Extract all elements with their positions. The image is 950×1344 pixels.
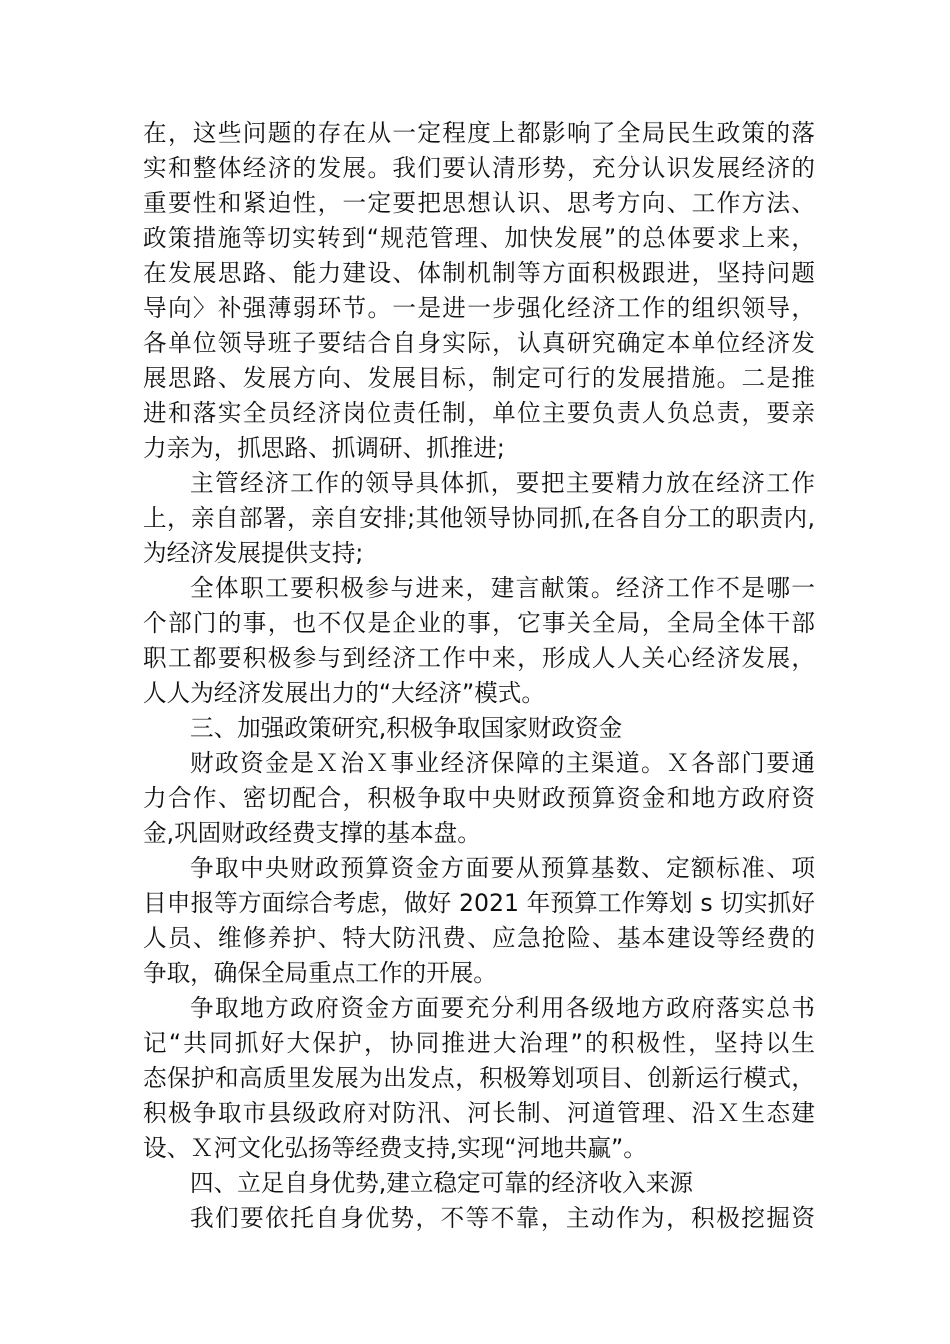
text-line: 目申报等方面综合考虑，做好 2021 年预算工作筹划 s 切实抓好 bbox=[143, 889, 815, 917]
text-line: 为经济发展提供支持; bbox=[143, 539, 364, 567]
text-line: 重要性和紧迫性，一定要把思想认识、思考方向、工作方法、 bbox=[143, 189, 815, 217]
text-line: 全体职工要积极参与进来，建言献策。经济工作不是哪一 bbox=[190, 574, 815, 602]
text-line: 导向〉补强薄弱环节。一是进一步强化经济工作的组织领导， bbox=[143, 294, 815, 322]
text-line: 三、加强政策研究,积极争取国家财政资金 bbox=[190, 714, 623, 742]
text-line: 各单位领导班子要结合自身实际，认真研究确定本单位经济发 bbox=[143, 329, 815, 357]
text-line: 在发展思路、能力建设、体制机制等方面积极跟进，坚持问题 bbox=[143, 259, 815, 287]
text-line: 力亲为，抓思路、抓调研、抓推进; bbox=[143, 434, 505, 462]
text-line: 在，这些问题的存在从一定程度上都影响了全局民生政策的落 bbox=[143, 119, 815, 147]
text-line: 人员、维修养护、特大防汛费、应急抢险、基本建设等经费的 bbox=[143, 924, 815, 952]
text-line: 争取地方政府资金方面要充分利用各级地方政府落实总书 bbox=[190, 994, 815, 1022]
text-line: 职工都要积极参与到经济工作中来，形成人人关心经济发展， bbox=[143, 644, 815, 672]
text-line: 政策措施等切实转到“规范管理、加快发展”的总体要求上来， bbox=[143, 224, 815, 252]
text-line: 人人为经济发展出力的“大经济”模式。 bbox=[143, 679, 545, 707]
text-line: 我们要依托自身优势，不等不靠，主动作为，积极挖掘资 bbox=[190, 1204, 815, 1232]
text-line: 实和整体经济的发展。我们要认清形势，充分认识发展经济的 bbox=[143, 154, 815, 182]
text-line: 记“共同抓好大保护，协同推进大治理”的积极性，坚持以生 bbox=[143, 1029, 815, 1057]
text-line: 力合作、密切配合，积极争取中央财政预算资金和地方政府资 bbox=[143, 784, 815, 812]
text-line: 财政资金是Ｘ治Ｘ事业经济保障的主渠道。Ｘ各部门要通 bbox=[190, 749, 815, 777]
document-body bbox=[143, 116, 815, 1236]
text-line: 态保护和高质里发展为出发点，积极筹划项目、创新运行模式， bbox=[143, 1064, 815, 1092]
text-line: 展思路、发展方向、发展目标，制定可行的发展措施。二是推 bbox=[143, 364, 815, 392]
text-line: 争取中央财政预算资金方面要从预算基数、定额标准、项 bbox=[190, 854, 815, 882]
text-line: 金,巩固财政经费支撑的基本盘。 bbox=[143, 819, 481, 847]
text-line: 积极争取市县级政府对防汛、河长制、河道管理、沿Ｘ生态建 bbox=[143, 1099, 815, 1127]
text-line: 进和落实全员经济岗位责任制，单位主要负责人负总责，要亲 bbox=[143, 399, 815, 427]
text-line: 个部门的事，也不仅是企业的事，它事关全局，全局全体干部 bbox=[143, 609, 815, 637]
text-line: 争取，确保全局重点工作的开展。 bbox=[143, 959, 497, 987]
text-line: 上，亲自部署，亲自安排;其他领导协同抓,在各自分工的职责内, bbox=[143, 504, 815, 532]
text-line: 设、Ｘ河文化弘扬等经费支持,实现“河地共赢”。 bbox=[143, 1134, 647, 1162]
text-line: 主管经济工作的领导具体抓，要把主要精力放在经济工作 bbox=[190, 469, 815, 497]
text-line: 四、立足自身优势,建立稳定可靠的经济收入来源 bbox=[190, 1169, 693, 1197]
